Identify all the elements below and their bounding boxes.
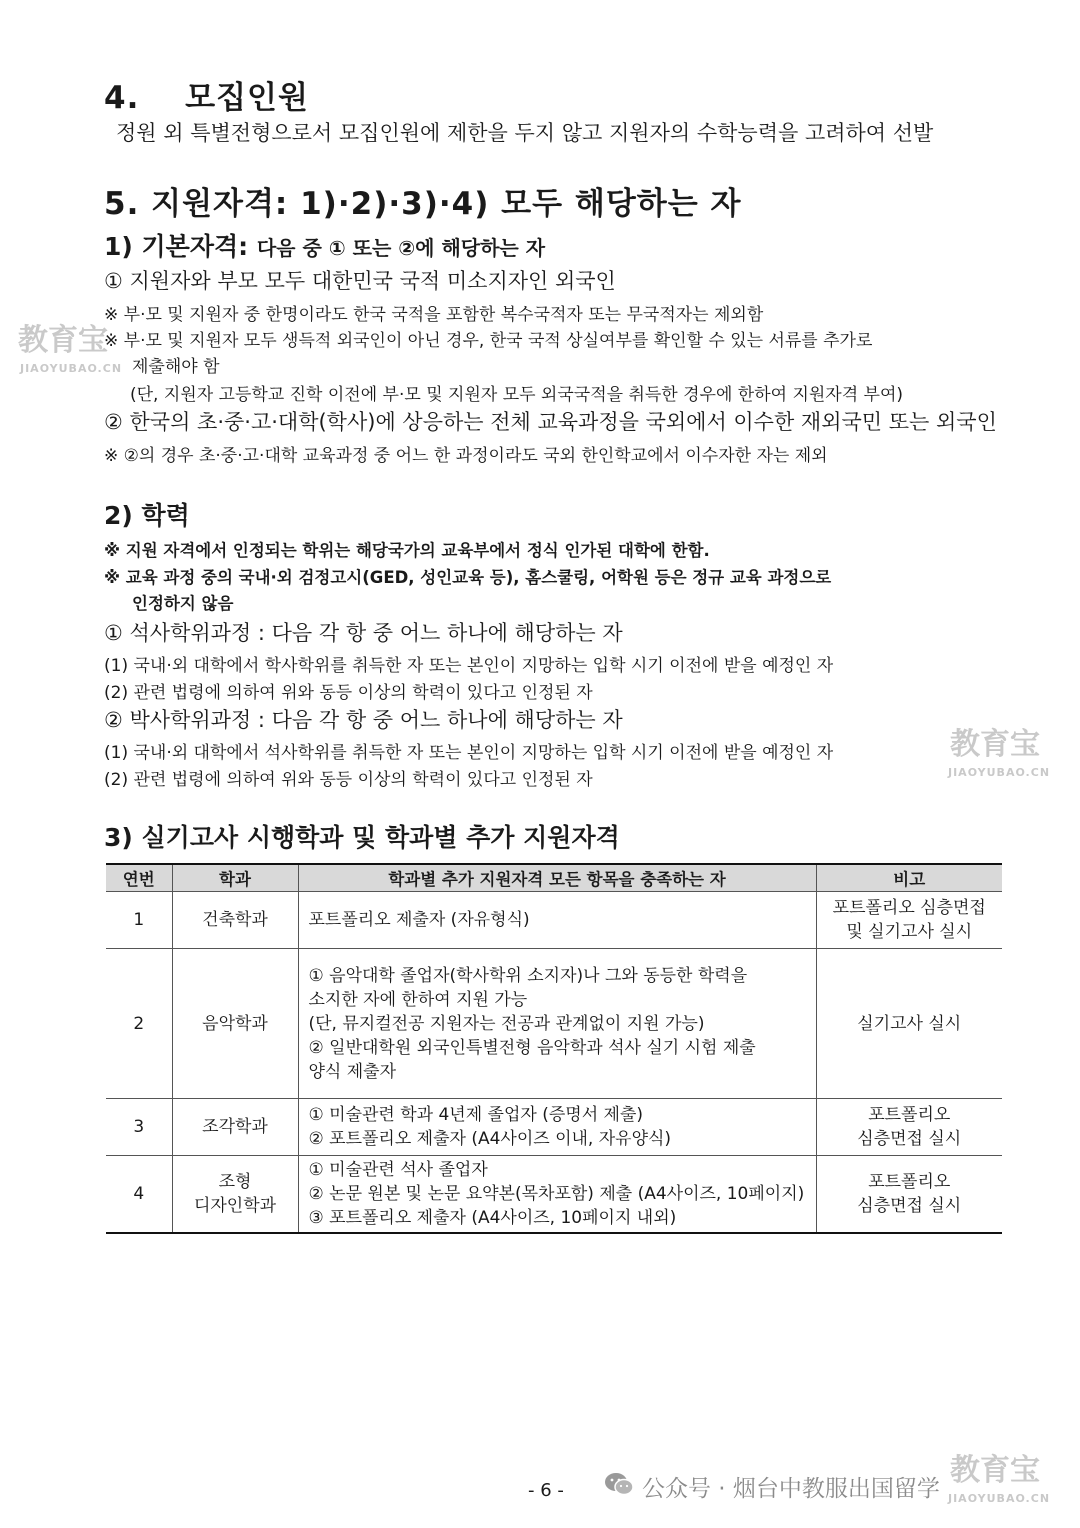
department-name-cell xyxy=(172,1156,298,1234)
basic-qualification-subtitle: 다음 중 ① 또는 ②에 해당하는 자 xyxy=(256,236,546,260)
requirement-line: ① 미술관련 석사 졸업자 xyxy=(308,1160,488,1180)
row-number: 2 xyxy=(106,949,172,1099)
requirement-text: ① 음악대학 졸업자(학사학위 소지자)나 그와 동등한 학력을 xyxy=(308,965,748,986)
column-header: 비고 xyxy=(816,864,1002,892)
requirement-line: ② 논문 원본 및 논문 요약본(목차포함) 제출 (A4사이즈, 10페이지) xyxy=(308,1184,805,1204)
requirement-line xyxy=(309,964,810,988)
department-name: 조각학과 xyxy=(172,1099,298,1156)
watermark-url: JIAOYUBAO.CN xyxy=(948,766,1051,779)
section4-heading xyxy=(104,72,309,117)
requirement-line: ① 미술관련 학과 4년제 졸업자 (증명서 제출) xyxy=(308,1105,643,1125)
remark-line: 포트폴리오 xyxy=(868,1172,951,1192)
basic-qualification-heading xyxy=(104,227,545,263)
master-condition-1: (1) 국내·외 대학에서 학사학위를 취득한 자 또는 본인이 지망하는 입학 시기 이전에 받을 예정인 자 xyxy=(104,656,834,676)
basic-note-2-cont: 제출해야 함 xyxy=(132,357,220,377)
remark-line: 심층면접 실시 xyxy=(857,1129,962,1149)
requirement-line: ② 일반대학원 외국인특별전형 음악학과 석사 실기 시험 제출 xyxy=(308,1037,756,1058)
remark-line: 포트폴리오 xyxy=(868,1105,951,1125)
remark-cell xyxy=(816,1099,1002,1156)
requirement-cell xyxy=(298,892,816,949)
watermark-logo: 教育宝 xyxy=(18,323,108,358)
wechat-icon xyxy=(604,1471,634,1503)
section4-title: 모집인원 xyxy=(185,80,309,116)
remark-line: 심층면접 실시 xyxy=(857,1196,962,1216)
section4-number: 4. xyxy=(104,80,140,116)
department-name: 음악학과 xyxy=(172,949,298,1099)
remark-cell xyxy=(816,892,1002,949)
watermark-url: JIAOYUBAO.CN xyxy=(948,1492,1051,1505)
basic-qualification-title: 1) 기본자격: xyxy=(104,232,249,261)
requirement-cell xyxy=(298,1099,816,1156)
section4-body: 정원 외 특별전형으로서 모집인원에 제한을 두지 않고 지원자의 수학능력을 고려하여 선발 xyxy=(116,121,934,145)
requirement-line: 포트폴리오 제출자 (자유형식) xyxy=(308,910,530,930)
row-number: 1 xyxy=(106,892,172,949)
column-header: 연번 xyxy=(106,864,172,892)
watermark-url: JIAOYUBAO.CN xyxy=(20,362,123,375)
table-header-row xyxy=(106,864,1002,892)
watermark-logo: 教育宝 xyxy=(950,1453,1040,1488)
watermark-logo: 教育宝 xyxy=(950,727,1040,762)
table-row xyxy=(106,1156,1002,1234)
row-number: 4 xyxy=(106,1156,172,1234)
department-name: 건축학과 xyxy=(172,892,298,949)
wechat-account-name: 公众号 · 烟台中教服出国留学 xyxy=(642,1476,940,1502)
master-course: ① 석사학위과정 : 다음 각 항 중 어느 하나에 해당하는 자 xyxy=(104,621,623,645)
requirement-line: ③ 포트폴리오 제출자 (A4사이즈, 10페이지 내외) xyxy=(308,1208,677,1228)
basic-note-2: ※ 부·모 및 지원자 모두 생득적 외국인이 아닌 경우, 한국 국적 상실여부를 확인할 수 있는 서류를 추가로 xyxy=(104,331,873,351)
basic-note-1: ※ 부·모 및 지원자 중 한명이라도 한국 국적을 포함한 복수국적자 또는 무국적자는 제외함 xyxy=(104,305,764,325)
section5-heading: 5. 지원자격: 1)·2)·3)·4) 모두 해당하는 자 xyxy=(104,186,742,222)
table-row xyxy=(106,949,1002,1099)
table-row xyxy=(106,892,1002,949)
requirement-line: ② 포트폴리오 제출자 (A4사이즈 이내, 자유양식) xyxy=(308,1129,672,1149)
basic-note-3: (단, 지원자 고등학교 진학 이전에 부·모 및 지원자 모두 외국국적을 취득한 경우에 한하여 지원자격 부여) xyxy=(130,385,904,405)
requirement-cell xyxy=(298,1156,816,1234)
remark-cell xyxy=(816,949,1002,1099)
doctor-condition-1: (1) 국내·외 대학에서 석사학위를 취득한 자 또는 본인이 지망하는 입학 시기 이전에 받을 예정인 자 xyxy=(104,743,834,763)
table-row xyxy=(106,1099,1002,1156)
remark-line: 포트폴리오 심층면접 xyxy=(832,898,986,918)
master-condition-2: (2) 관련 법령에 의하여 위와 동등 이상의 학력이 있다고 인정된 자 xyxy=(104,683,593,703)
basic-note-4: ※ ②의 경우 초·중·고·대학 교육과정 중 어느 한 과정이라도 국외 한인학교에서 이수자한 자는 제외 xyxy=(104,446,828,466)
department-requirements-table xyxy=(106,863,1002,1234)
requirement-line: 소지한 자에 한하여 지원 가능 xyxy=(308,989,528,1010)
column-header: 학과별 추가 지원자격 모든 항목을 충족하는 자 xyxy=(298,864,816,892)
wechat-account-badge[interactable] xyxy=(604,1470,940,1503)
education-note-1: ※ 지원 자격에서 인정되는 학위는 해당국가의 교육부에서 정식 인가된 대학에 한함. xyxy=(104,541,710,560)
practical-heading: 3) 실기고사 시행학과 및 학과별 추가 지원자격 xyxy=(104,823,620,852)
row-number: 3 xyxy=(106,1099,172,1156)
requirement-line: 양식 제출자 xyxy=(308,1061,397,1082)
education-note-2-cont: 인정하지 않음 xyxy=(132,594,234,613)
column-header: 학과 xyxy=(172,864,298,892)
remark-line: 및 실기고사 실시 xyxy=(846,922,973,942)
education-heading: 2) 학력 xyxy=(104,501,190,530)
page-number: - 6 - xyxy=(528,1480,564,1501)
requirement-line: (단, 뮤지컬전공 지원자는 전공과 관계없이 지원 가능) xyxy=(308,1013,705,1034)
remark-line: 실기고사 실시 xyxy=(857,1013,962,1034)
doctor-condition-2: (2) 관련 법령에 의하여 위와 동등 이상의 학력이 있다고 인정된 자 xyxy=(104,770,593,790)
requirement-cell xyxy=(298,949,816,1099)
remark-cell xyxy=(816,1156,1002,1234)
doctor-course: ② 박사학위과정 : 다음 각 항 중 어느 하나에 해당하는 자 xyxy=(104,708,623,732)
department-name: 디자인학과 xyxy=(193,1196,277,1216)
education-note-2: ※ 교육 과정 중의 국내·외 검정고시(GED, 성인교육 등), 홈스쿨링, 어학원 등은 정규 교육 과정으로 xyxy=(104,568,832,587)
department-name: 조형 xyxy=(218,1172,252,1192)
basic-item-1: ① 지원자와 부모 모두 대한민국 국적 미소지자인 외국인 xyxy=(104,269,616,293)
basic-item-2: ② 한국의 초·중·고·대학(학사)에 상응하는 전체 교육과정을 국외에서 이수한 재외국민 또는 외국인 xyxy=(104,410,997,434)
